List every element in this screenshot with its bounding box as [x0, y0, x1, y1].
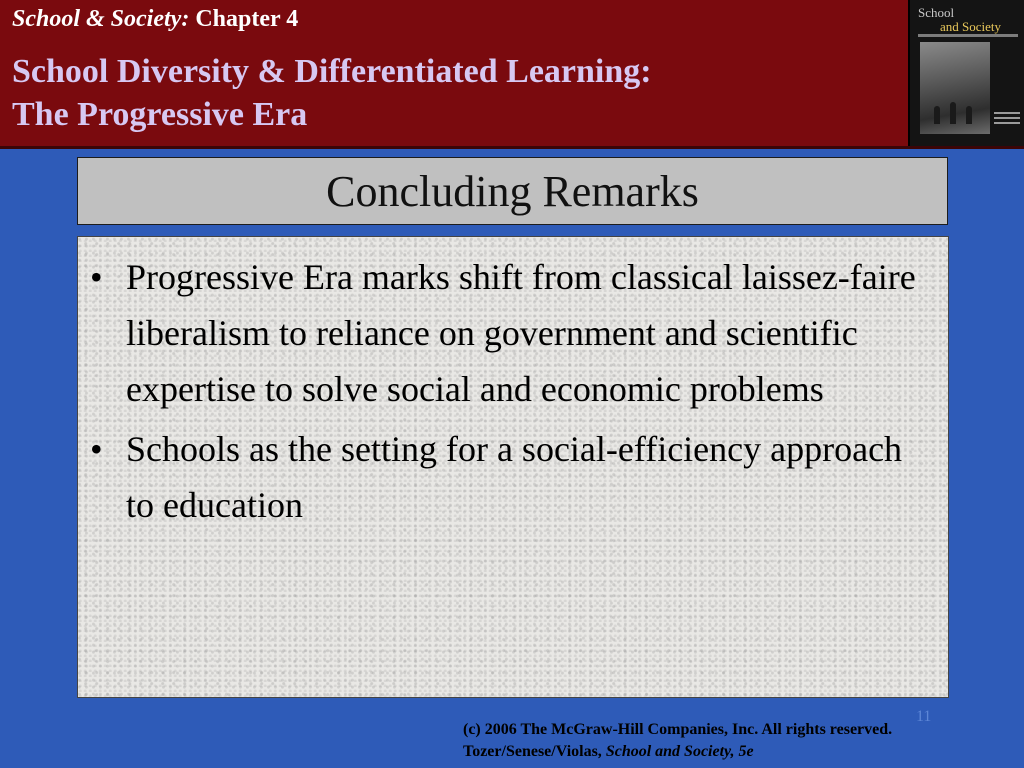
bullet-text: Progressive Era marks shift from classical laissez-faire liberalism to reliance on government and scientific expertise to solve social and economic problems: [126, 257, 916, 409]
book-cover-subtitle-bar: [918, 34, 1018, 37]
chapter-title-line1: School Diversity & Differentiated Learning:: [12, 53, 652, 90]
book-cover-image: [908, 0, 1024, 146]
citation-line: [463, 741, 892, 763]
citation-book-title: School and Society, 5e: [605, 743, 754, 760]
header-banner: [0, 0, 1024, 149]
citation-authors: Tozer/Senese/Violas,: [463, 743, 606, 760]
photo-figure: [934, 106, 940, 124]
slide-title: Concluding Remarks: [326, 166, 699, 216]
slide-number: 11: [916, 708, 932, 725]
bullet-text: Schools as the setting for a social-efficiency approach to education: [126, 429, 903, 525]
chapter-title-line2: The Progressive Era: [12, 96, 308, 133]
chapter-label: Chapter 4: [195, 6, 299, 32]
bullet-list: [78, 237, 948, 533]
slide-title-box: [77, 157, 948, 225]
book-cover-title: [918, 6, 1001, 34]
footer-copyright: [463, 719, 892, 763]
bullet-marker: •: [90, 257, 103, 297]
photo-figure: [966, 106, 972, 124]
book-cover-authors: [994, 112, 1020, 127]
copyright-line: (c) 2006 The McGraw-Hill Companies, Inc. All rights reserved.: [463, 721, 893, 738]
bullet-item: [88, 249, 936, 417]
chapter-title: [12, 50, 652, 136]
book-cover-title-word2: and Society: [940, 19, 1002, 34]
book-cover-title-word1: School: [918, 5, 955, 20]
series-name: School & Society:: [12, 6, 190, 32]
bullet-marker: •: [90, 429, 103, 469]
book-cover-photo: [920, 42, 990, 134]
chapter-line: [12, 6, 298, 33]
slide-content-box: [77, 236, 949, 698]
bullet-item: [88, 421, 936, 533]
photo-figure: [950, 102, 956, 124]
